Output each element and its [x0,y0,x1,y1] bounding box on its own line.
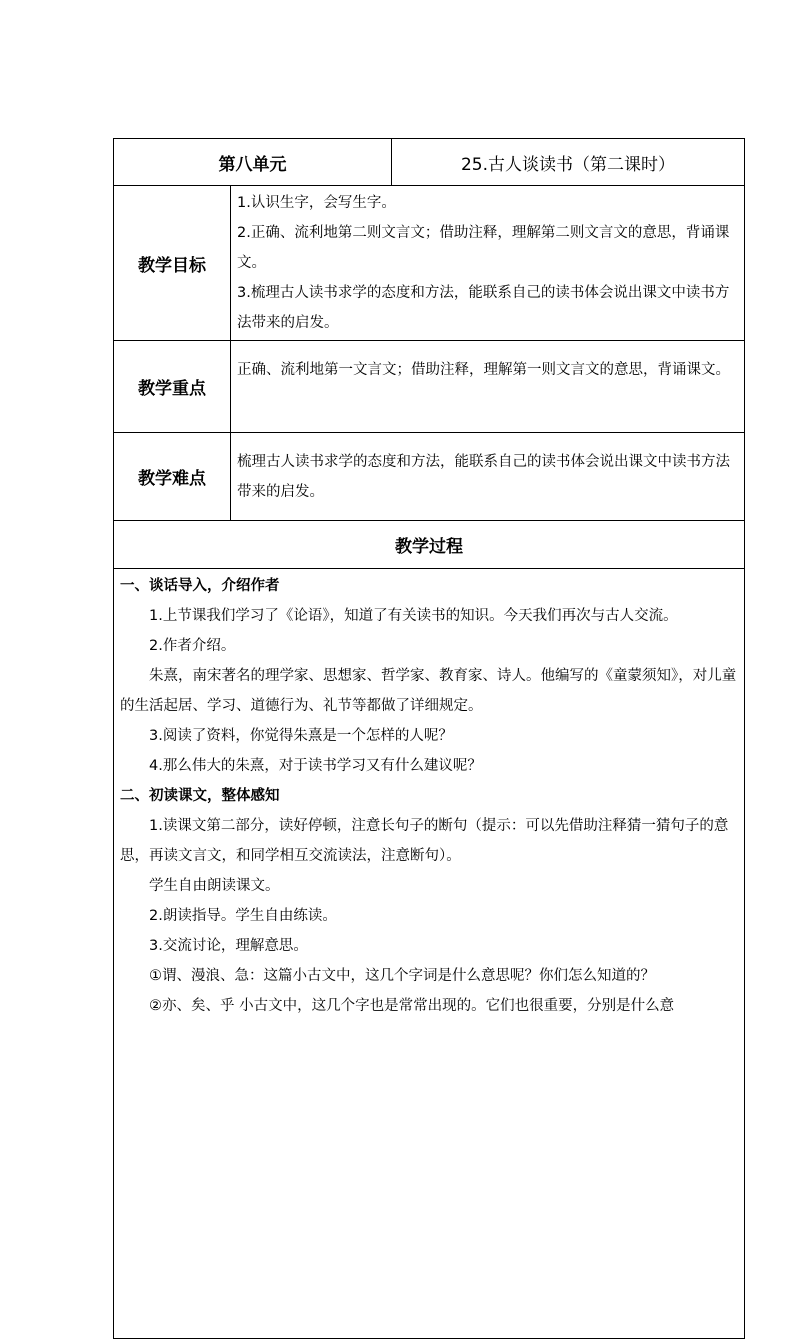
focus-label: 教学重点 [114,341,231,433]
lesson-plan-page [113,138,744,1339]
paragraph: 4.那么伟大的朱熹，对于读书学习又有什么建议呢？ [149,758,482,774]
header-row [114,139,745,186]
goals-content [231,186,745,341]
process-title-row [114,521,745,569]
section-title: 二、初读课文，整体感知 [120,788,280,804]
process-title: 教学过程 [114,521,745,569]
difficulty-text: 梳理古人读书求学的态度和方法，能联系自己的读书体会说出课文中读书方法带来的启发。 [237,454,730,500]
goals-label: 教学目标 [114,186,231,341]
paragraph: 1.上节课我们学习了《论语》，知道了有关读书的知识。今天我们再次与古人交流。 [149,608,678,624]
paragraph: 3.阅读了资料，你觉得朱熹是一个怎样的人呢？ [149,728,453,744]
goals-row [114,186,745,341]
paragraph: 3.交流讨论，理解意思。 [149,938,308,954]
focus-text: 正确、流利地第一文言文；借助注释，理解第一则文言文的意思，背诵课文。 [237,362,730,378]
unit-title: 第八单元 [114,139,392,186]
paragraph: 2.朗读指导。学生自由练读。 [149,908,337,924]
paragraph: 1.读课文第二部分，读好停顿，注意长句子的断句（提示：可以先借助注释猜一猜句子的意思，再读文言文，和同学相互交流读法，注意断句）。 [120,818,729,864]
paragraph: 学生自由朗读课文。 [149,878,280,894]
process-body-row [114,569,745,1339]
difficulty-content [231,433,745,521]
goal-item: 3.梳理古人读书求学的态度和方法，能联系自己的读书体会说出课文中读书方法带来的启发。 [237,285,730,331]
paragraph: ①谓、漫浪、急：这篇小古文中，这几个字词是什么意思呢？你们怎么知道的？ [149,968,655,984]
goal-item: 1.认识生字，会写生字。 [237,195,396,211]
difficulty-row [114,433,745,521]
difficulty-label: 教学难点 [114,433,231,521]
paragraph: 朱熹，南宋著名的理学家、思想家、哲学家、教育家、诗人。他编写的《童蒙须知》，对儿童的生活起居、学习、道德行为、礼节等都做了详细规定。 [120,668,737,714]
focus-content [231,341,745,433]
lesson-plan-table [113,138,745,1339]
paragraph: ②亦、矣、乎 小古文中，这几个字也是常常出现的。它们也很重要，分别是什么意 [149,998,675,1014]
goal-item: 2.正确、流利地第二则文言文；借助注释，理解第二则文言文的意思，背诵课文。 [237,225,730,271]
focus-row [114,341,745,433]
lesson-title: 25.古人谈读书（第二课时） [392,139,745,186]
process-body [114,569,745,1339]
paragraph: 2.作者介绍。 [149,638,236,654]
section-title: 一、谈话导入，介绍作者 [120,578,280,594]
